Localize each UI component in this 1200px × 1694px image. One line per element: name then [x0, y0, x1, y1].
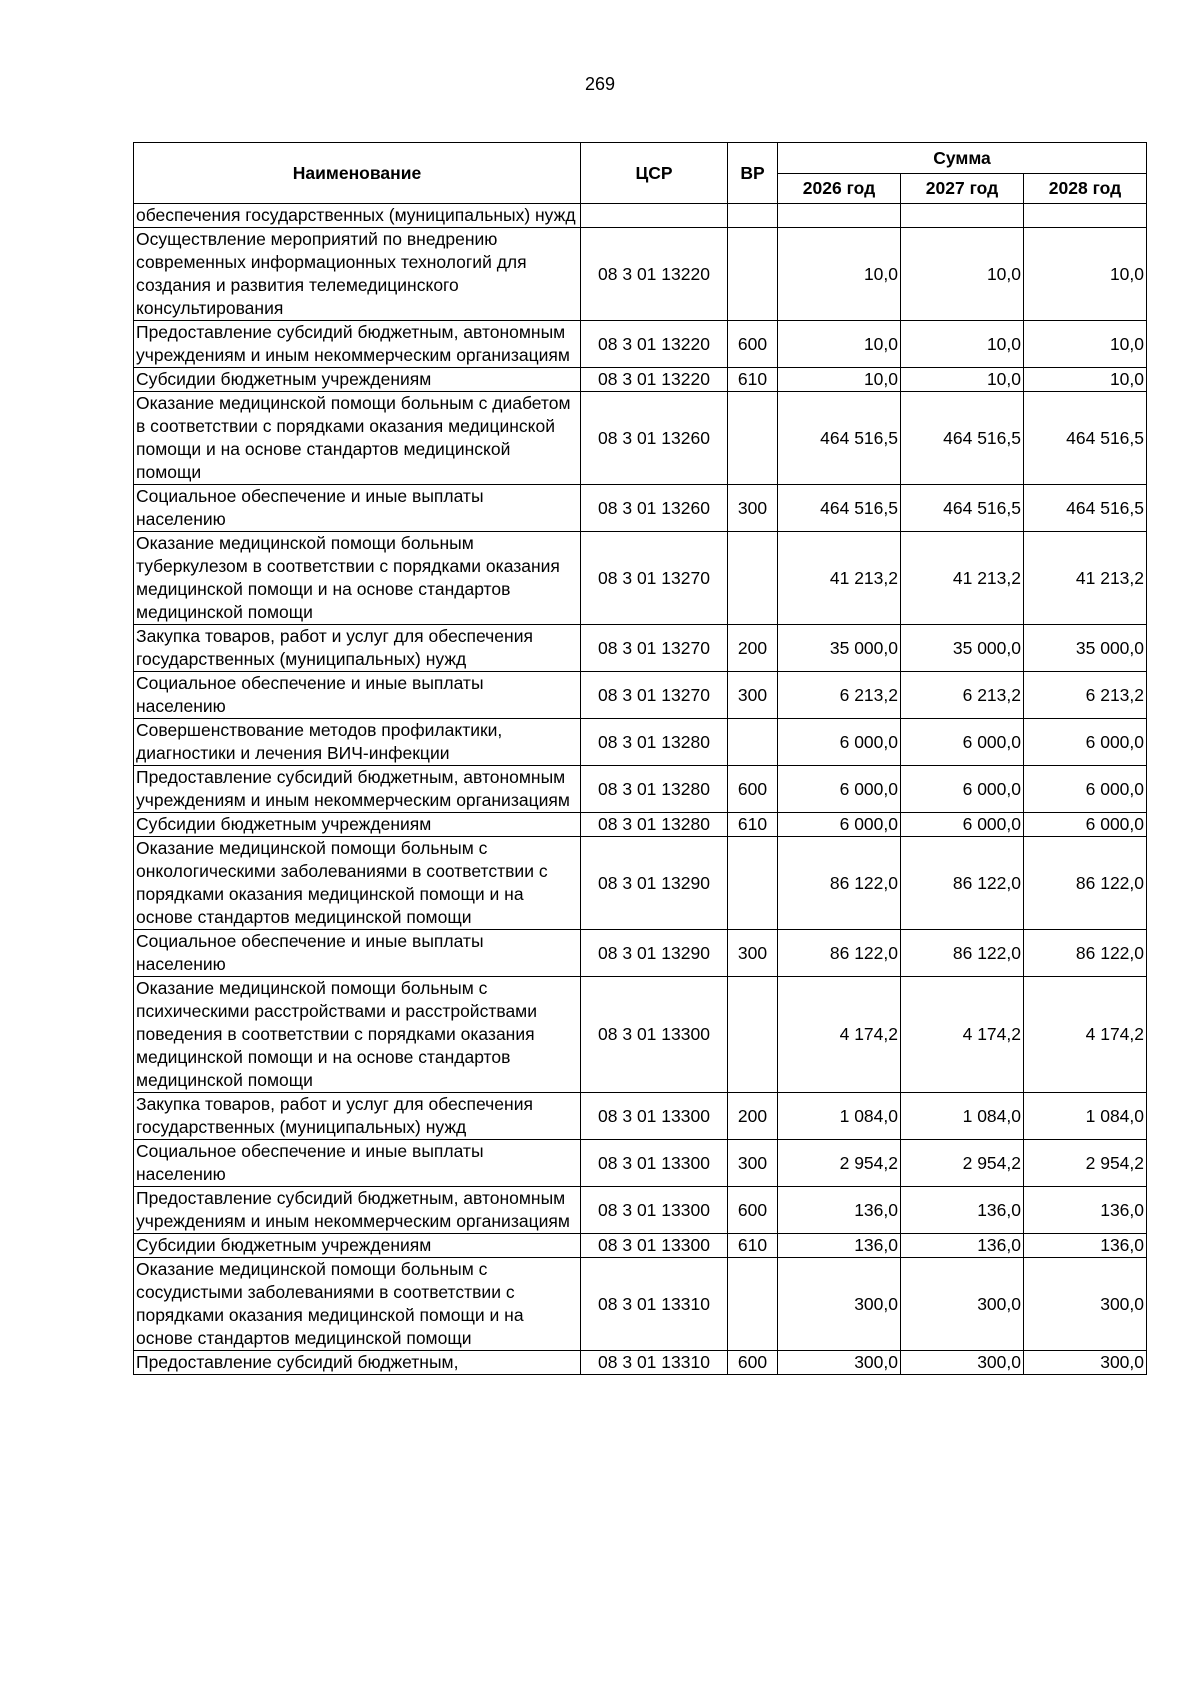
cell-sum-2028: 35 000,0 — [1024, 625, 1147, 672]
cell-csr: 08 3 01 13290 — [581, 837, 728, 930]
cell-name: Оказание медицинской помощи больным с психическими расстройствами и расстройствами поведения в соответствии с порядками оказания медицинской помощи и на основе стандартов медицинской помощи — [134, 977, 581, 1093]
table-row — [134, 1140, 1147, 1187]
table-row — [134, 368, 1147, 392]
table-row — [134, 977, 1147, 1093]
header-sum: Сумма — [778, 143, 1147, 174]
cell-sum-2026: 6 213,2 — [778, 672, 901, 719]
cell-sum-2026: 300,0 — [778, 1258, 901, 1351]
cell-sum-2027: 35 000,0 — [901, 625, 1024, 672]
cell-sum-2027: 300,0 — [901, 1258, 1024, 1351]
cell-sum-2028: 136,0 — [1024, 1187, 1147, 1234]
cell-sum-2026: 136,0 — [778, 1187, 901, 1234]
cell-sum-2028: 86 122,0 — [1024, 837, 1147, 930]
cell-name: Субсидии бюджетным учреждениям — [134, 813, 581, 837]
cell-sum-2028: 6 213,2 — [1024, 672, 1147, 719]
cell-name: Социальное обеспечение и иные выплаты населению — [134, 930, 581, 977]
cell-csr: 08 3 01 13300 — [581, 1093, 728, 1140]
table-row — [134, 1258, 1147, 1351]
cell-sum-2028: 464 516,5 — [1024, 485, 1147, 532]
header-name: Наименование — [134, 143, 581, 204]
table-row — [134, 1234, 1147, 1258]
cell-sum-2027: 2 954,2 — [901, 1140, 1024, 1187]
cell-vr: 200 — [728, 625, 778, 672]
cell-vr: 300 — [728, 485, 778, 532]
cell-csr: 08 3 01 13290 — [581, 930, 728, 977]
cell-sum-2028: 4 174,2 — [1024, 977, 1147, 1093]
cell-sum-2026: 6 000,0 — [778, 766, 901, 813]
cell-csr: 08 3 01 13270 — [581, 532, 728, 625]
cell-name: Субсидии бюджетным учреждениям — [134, 1234, 581, 1258]
cell-name: Предоставление субсидий бюджетным, автономным учреждениям и иным некоммерческим организациям — [134, 321, 581, 368]
cell-csr: 08 3 01 13260 — [581, 392, 728, 485]
cell-name: Оказание медицинской помощи больным с онкологическими заболеваниями в соответствии с порядками оказания медицинской помощи и на основе стандартов медицинской помощи — [134, 837, 581, 930]
table-body — [134, 204, 1147, 1375]
cell-sum-2026: 1 084,0 — [778, 1093, 901, 1140]
cell-csr: 08 3 01 13220 — [581, 321, 728, 368]
cell-sum-2027 — [901, 204, 1024, 228]
cell-sum-2027: 10,0 — [901, 321, 1024, 368]
cell-sum-2028: 41 213,2 — [1024, 532, 1147, 625]
cell-sum-2027: 86 122,0 — [901, 930, 1024, 977]
cell-vr — [728, 977, 778, 1093]
cell-vr — [728, 228, 778, 321]
cell-sum-2026 — [778, 204, 901, 228]
table-row — [134, 321, 1147, 368]
cell-sum-2026: 86 122,0 — [778, 837, 901, 930]
cell-name: Осуществление мероприятий по внедрению современных информационных технологий для создания и развития телемедицинского консультирования — [134, 228, 581, 321]
table-row — [134, 766, 1147, 813]
cell-sum-2027: 6 000,0 — [901, 719, 1024, 766]
cell-sum-2026: 10,0 — [778, 321, 901, 368]
cell-csr: 08 3 01 13270 — [581, 672, 728, 719]
table-row — [134, 813, 1147, 837]
cell-sum-2028: 136,0 — [1024, 1234, 1147, 1258]
cell-name: Оказание медицинской помощи больным с сосудистыми заболеваниями в соответствии с порядками оказания медицинской помощи и на основе стандартов медицинской помощи — [134, 1258, 581, 1351]
cell-name: Закупка товаров, работ и услуг для обеспечения государственных (муниципальных) нужд — [134, 1093, 581, 1140]
cell-vr: 200 — [728, 1093, 778, 1140]
table-row — [134, 532, 1147, 625]
cell-sum-2028: 6 000,0 — [1024, 719, 1147, 766]
cell-sum-2027: 10,0 — [901, 368, 1024, 392]
cell-name: Социальное обеспечение и иные выплаты населению — [134, 1140, 581, 1187]
cell-sum-2028: 86 122,0 — [1024, 930, 1147, 977]
header-year-2026: 2026 год — [778, 173, 901, 204]
cell-sum-2026: 464 516,5 — [778, 392, 901, 485]
cell-csr: 08 3 01 13280 — [581, 766, 728, 813]
cell-csr: 08 3 01 13270 — [581, 625, 728, 672]
cell-name: Предоставление субсидий бюджетным, автономным учреждениям и иным некоммерческим организациям — [134, 766, 581, 813]
cell-csr — [581, 204, 728, 228]
cell-csr: 08 3 01 13280 — [581, 813, 728, 837]
cell-sum-2027: 4 174,2 — [901, 977, 1024, 1093]
header-csr: ЦСР — [581, 143, 728, 204]
cell-csr: 08 3 01 13310 — [581, 1351, 728, 1375]
cell-vr: 600 — [728, 766, 778, 813]
cell-csr: 08 3 01 13300 — [581, 1140, 728, 1187]
cell-vr — [728, 532, 778, 625]
table-row — [134, 1187, 1147, 1234]
cell-sum-2027: 300,0 — [901, 1351, 1024, 1375]
cell-sum-2026: 6 000,0 — [778, 719, 901, 766]
cell-sum-2026: 35 000,0 — [778, 625, 901, 672]
cell-vr: 600 — [728, 321, 778, 368]
table-row — [134, 1351, 1147, 1375]
cell-vr: 610 — [728, 813, 778, 837]
cell-sum-2028: 10,0 — [1024, 368, 1147, 392]
cell-vr — [728, 1258, 778, 1351]
cell-sum-2026: 464 516,5 — [778, 485, 901, 532]
table-header — [134, 143, 1147, 204]
cell-sum-2027: 6 000,0 — [901, 813, 1024, 837]
cell-sum-2027: 136,0 — [901, 1187, 1024, 1234]
table-row — [134, 1093, 1147, 1140]
cell-sum-2027: 1 084,0 — [901, 1093, 1024, 1140]
cell-vr: 610 — [728, 368, 778, 392]
cell-sum-2027: 86 122,0 — [901, 837, 1024, 930]
cell-sum-2027: 10,0 — [901, 228, 1024, 321]
cell-sum-2026: 86 122,0 — [778, 930, 901, 977]
table-row — [134, 719, 1147, 766]
cell-vr: 300 — [728, 672, 778, 719]
cell-sum-2028: 300,0 — [1024, 1258, 1147, 1351]
cell-vr: 300 — [728, 1140, 778, 1187]
table-row — [134, 672, 1147, 719]
cell-sum-2028: 10,0 — [1024, 228, 1147, 321]
header-year-2027: 2027 год — [901, 173, 1024, 204]
cell-csr: 08 3 01 13300 — [581, 977, 728, 1093]
cell-sum-2028 — [1024, 204, 1147, 228]
cell-sum-2028: 464 516,5 — [1024, 392, 1147, 485]
cell-csr: 08 3 01 13260 — [581, 485, 728, 532]
cell-name: Предоставление субсидий бюджетным, — [134, 1351, 581, 1375]
page-number: 269 — [584, 74, 616, 94]
cell-sum-2026: 6 000,0 — [778, 813, 901, 837]
cell-sum-2026: 10,0 — [778, 228, 901, 321]
cell-name: Закупка товаров, работ и услуг для обеспечения государственных (муниципальных) нужд — [134, 625, 581, 672]
cell-name: Оказание медицинской помощи больным с диабетом в соответствии с порядками оказания медицинской помощи и на основе стандартов медицинской помощи — [134, 392, 581, 485]
table-row — [134, 204, 1147, 228]
cell-sum-2027: 6 000,0 — [901, 766, 1024, 813]
cell-sum-2027: 41 213,2 — [901, 532, 1024, 625]
cell-csr: 08 3 01 13310 — [581, 1258, 728, 1351]
cell-sum-2028: 1 084,0 — [1024, 1093, 1147, 1140]
cell-vr: 610 — [728, 1234, 778, 1258]
cell-sum-2028: 300,0 — [1024, 1351, 1147, 1375]
cell-vr: 300 — [728, 930, 778, 977]
cell-sum-2028: 10,0 — [1024, 321, 1147, 368]
header-vr: ВР — [728, 143, 778, 204]
cell-sum-2027: 464 516,5 — [901, 485, 1024, 532]
cell-name: Социальное обеспечение и иные выплаты населению — [134, 485, 581, 532]
budget-table — [133, 142, 1147, 1375]
cell-sum-2028: 6 000,0 — [1024, 766, 1147, 813]
cell-vr — [728, 392, 778, 485]
cell-sum-2026: 10,0 — [778, 368, 901, 392]
cell-name: Совершенствование методов профилактики, диагностики и лечения ВИЧ-инфекции — [134, 719, 581, 766]
cell-name: Оказание медицинской помощи больным туберкулезом в соответствии с порядками оказания медицинской помощи и на основе стандартов медицинской помощи — [134, 532, 581, 625]
cell-vr: 600 — [728, 1351, 778, 1375]
cell-csr: 08 3 01 13280 — [581, 719, 728, 766]
cell-sum-2026: 300,0 — [778, 1351, 901, 1375]
cell-name: обеспечения государственных (муниципальных) нужд — [134, 204, 581, 228]
cell-csr: 08 3 01 13300 — [581, 1187, 728, 1234]
cell-sum-2026: 136,0 — [778, 1234, 901, 1258]
cell-sum-2027: 464 516,5 — [901, 392, 1024, 485]
table-row — [134, 485, 1147, 532]
cell-sum-2026: 41 213,2 — [778, 532, 901, 625]
cell-sum-2026: 4 174,2 — [778, 977, 901, 1093]
table-row — [134, 625, 1147, 672]
cell-name: Социальное обеспечение и иные выплаты населению — [134, 672, 581, 719]
cell-csr: 08 3 01 13220 — [581, 368, 728, 392]
cell-sum-2027: 6 213,2 — [901, 672, 1024, 719]
cell-sum-2026: 2 954,2 — [778, 1140, 901, 1187]
table-row — [134, 930, 1147, 977]
cell-vr — [728, 204, 778, 228]
cell-sum-2028: 2 954,2 — [1024, 1140, 1147, 1187]
cell-sum-2027: 136,0 — [901, 1234, 1024, 1258]
cell-csr: 08 3 01 13300 — [581, 1234, 728, 1258]
cell-name: Субсидии бюджетным учреждениям — [134, 368, 581, 392]
cell-vr — [728, 837, 778, 930]
cell-name: Предоставление субсидий бюджетным, автономным учреждениям и иным некоммерческим организациям — [134, 1187, 581, 1234]
table-row — [134, 228, 1147, 321]
cell-csr: 08 3 01 13220 — [581, 228, 728, 321]
cell-sum-2028: 6 000,0 — [1024, 813, 1147, 837]
table-row — [134, 392, 1147, 485]
table-row — [134, 837, 1147, 930]
header-year-2028: 2028 год — [1024, 173, 1147, 204]
cell-vr — [728, 719, 778, 766]
cell-vr: 600 — [728, 1187, 778, 1234]
